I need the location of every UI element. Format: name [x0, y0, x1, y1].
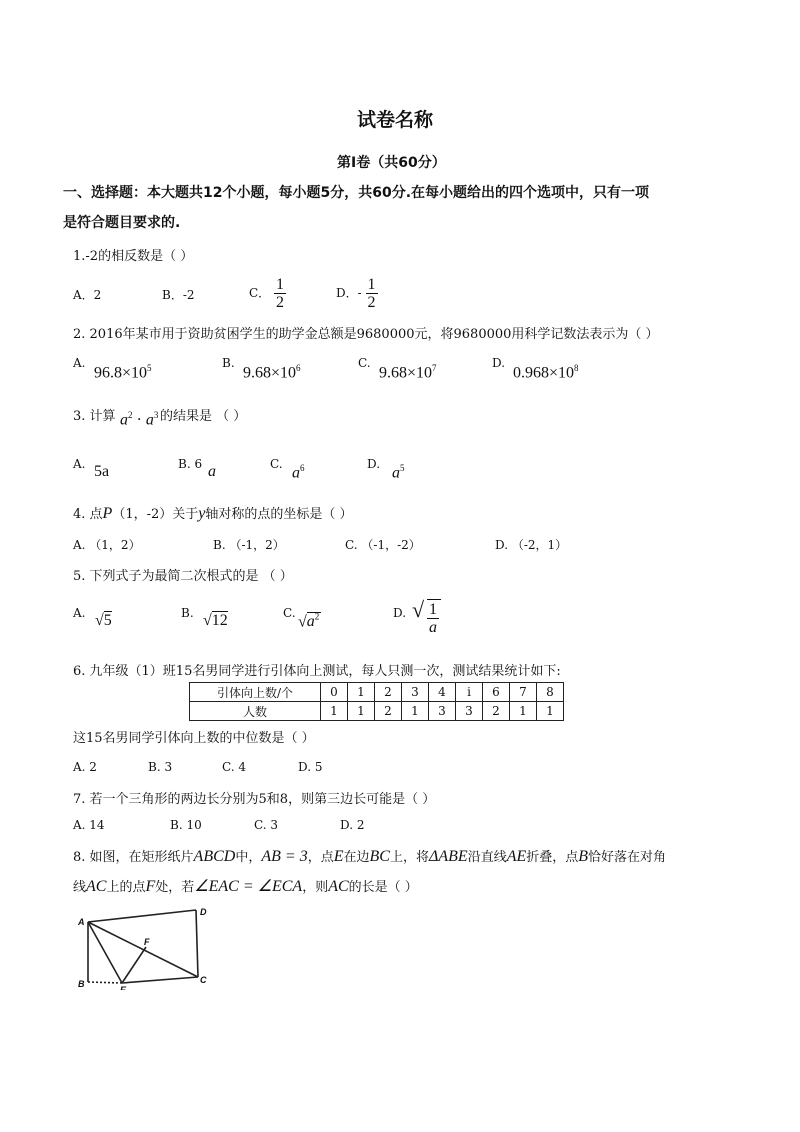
- question-1-option-d: [336, 276, 378, 311]
- table-cell: 1: [510, 702, 537, 721]
- question-4-option-c: C. （-1，-2）: [345, 538, 421, 552]
- question-1-option-b: B．-2: [162, 288, 195, 302]
- question-2-option-c-label: C.: [358, 356, 371, 370]
- question-2-option-a-label: A.: [73, 356, 86, 370]
- question-8-line2: 线AC上的点F处，若∠EAC = ∠ECA，则AC的长是（ ）: [73, 878, 418, 895]
- page-title: 试卷名称: [357, 109, 434, 131]
- question-5-option-b-label: B.: [181, 606, 194, 620]
- table-header-cell: 人数: [190, 702, 321, 721]
- table-row: [190, 702, 564, 721]
- table-cell: 1: [402, 702, 429, 721]
- question-7-option-d: D. 2: [340, 818, 365, 832]
- fraction: $\frac{1}{2}$: [367, 276, 376, 311]
- question-6-option-d: D. 5: [298, 760, 323, 774]
- rectangle-fold-diagram: [76, 905, 216, 990]
- table-cell: 6: [483, 683, 510, 702]
- table-cell: 0: [321, 683, 348, 702]
- vertex-label-d: D: [200, 907, 207, 917]
- question-8-figure: [76, 905, 216, 994]
- question-1-option-c: [249, 276, 286, 311]
- question-4-option-b: B. （-1，2）: [213, 538, 285, 552]
- question-3-option-d-value: $a^5$: [392, 463, 405, 482]
- vertex-label-c: C: [200, 975, 207, 985]
- edge-dc: [196, 910, 198, 977]
- question-5-option-a-value: √5: [95, 612, 112, 629]
- table-cell: i: [456, 683, 483, 702]
- question-5-option-d-fraction: $\frac{1}{a}$: [429, 601, 437, 636]
- question-7-option-a: A. 14: [73, 818, 105, 832]
- question-4-option-a: A. （1，2）: [73, 538, 141, 552]
- diagonal-ac: [88, 922, 198, 977]
- question-3-option-a-value: 5a: [94, 463, 110, 480]
- question-5-stem: 5. 下列式子为最简二次根式的是 （ ）: [73, 569, 293, 584]
- question-5-option-d-vinculum: [427, 599, 441, 600]
- vertex-label-a: A: [78, 917, 85, 927]
- question-1-stem: 1.-2的相反数是（ ）: [73, 249, 194, 264]
- question-6-followup: 这15名男同学引体向上数的中位数是（ ）: [73, 731, 315, 746]
- question-3-option-b-value: a: [208, 463, 216, 480]
- question-3-option-c-value: $a^6$: [292, 463, 305, 482]
- question-6-option-c: C. 4: [222, 760, 247, 774]
- option-label: C．: [249, 286, 271, 300]
- table-cell: 4: [429, 683, 456, 702]
- question-5-option-c-value: $√a^2$: [298, 612, 320, 631]
- table-cell: 3: [456, 702, 483, 721]
- question-2-option-d-value: $0.968\times 10^8$: [513, 363, 579, 382]
- section-instructions-line2: 是符合题目要求的.: [63, 215, 181, 231]
- vertex-label-f: F: [144, 937, 150, 947]
- question-8-line1: 8. 如图，在矩形纸片ABCD中，AB = 3，点E在边BC上，将ΔABE沿直线AE折叠，点B恰好落在对角: [73, 848, 667, 865]
- table-cell: 2: [375, 702, 402, 721]
- edge-be-dashed: [88, 982, 122, 983]
- question-5-option-d-radical: √: [412, 597, 425, 622]
- question-3-option-d-label: D.: [367, 457, 381, 471]
- table-cell: 1: [321, 702, 348, 721]
- question-2-option-d-label: D.: [492, 356, 506, 370]
- question-3-option-c-label: C.: [270, 457, 283, 471]
- edge-ad: [88, 910, 196, 922]
- segment-ef: [122, 947, 146, 983]
- table-cell: 2: [375, 683, 402, 702]
- paper-part-heading: 第Ⅰ卷（共60分）: [337, 155, 446, 171]
- question-4-stem: 4. 点P（1，-2）关于y轴对称的点的坐标是（ ）: [73, 505, 353, 522]
- question-6-option-b: B. 3: [148, 760, 173, 774]
- table-cell: 3: [402, 683, 429, 702]
- question-2-option-c-value: $9.68\times 10^7$: [379, 363, 437, 382]
- table-cell: 1: [348, 683, 375, 702]
- option-label: D．-: [336, 286, 362, 300]
- table-cell: 7: [510, 683, 537, 702]
- table-cell: 2: [483, 702, 510, 721]
- question-6-stem: 6. 九年级（1）班15名男同学进行引体向上测试，每人只测一次，测试结果统计如下:: [73, 664, 561, 679]
- table-header-cell: 引体向上数/个: [190, 683, 321, 702]
- question-4-option-d: D. （-2，1）: [495, 538, 568, 552]
- question-5-option-d-label: D.: [393, 606, 407, 620]
- table-cell: 8: [537, 683, 564, 702]
- question-5-option-b-value: √12: [203, 612, 228, 629]
- table-cell: 1: [537, 702, 564, 721]
- section-instructions-line1: 一、选择题：本大题共12个小题，每小题5分，共60分.在每小题给出的四个选项中，只有一项: [63, 185, 650, 201]
- question-2-option-b-value: $9.68\times 10^6$: [243, 363, 301, 382]
- question-5-option-a-label: A.: [73, 606, 86, 620]
- question-3-option-a-label: A.: [73, 457, 86, 471]
- table-cell: 1: [348, 702, 375, 721]
- question-6-option-a: A. 2: [73, 760, 97, 774]
- question-2-option-a-value: $96.8\times 10^5$: [94, 363, 152, 382]
- edge-ec: [122, 977, 198, 983]
- results-table: [189, 682, 564, 721]
- question-7-option-c: C. 3: [254, 818, 279, 832]
- vertex-label-e: E: [120, 985, 127, 990]
- question-3-stem-start: 3. 计算: [73, 409, 116, 424]
- table-cell: 3: [429, 702, 456, 721]
- vertex-label-b: B: [78, 979, 85, 989]
- question-7-stem: 7. 若一个三角形的两边长分别为5和8，则第三边长可能是（ ）: [73, 792, 436, 807]
- question-2-stem: 2. 2016年某市用于资助贫困学生的助学金总额是9680000元，将9680000用科学记数法表示为（ ）: [73, 327, 659, 342]
- question-5-option-c-label: C.: [283, 606, 296, 620]
- question-7-option-b: B. 10: [170, 818, 202, 832]
- question-3-expression: $a^2 \cdot a^3$: [120, 410, 159, 429]
- question-3-option-b-label: B. 6: [178, 457, 203, 471]
- table-row: [190, 683, 564, 702]
- question-1-option-a: A．2: [73, 288, 102, 302]
- question-2-option-b-label: B.: [222, 356, 235, 370]
- question-3-stem-end: 的结果是 （ ）: [160, 409, 247, 424]
- fraction: $\frac{1}{2}$: [276, 276, 285, 311]
